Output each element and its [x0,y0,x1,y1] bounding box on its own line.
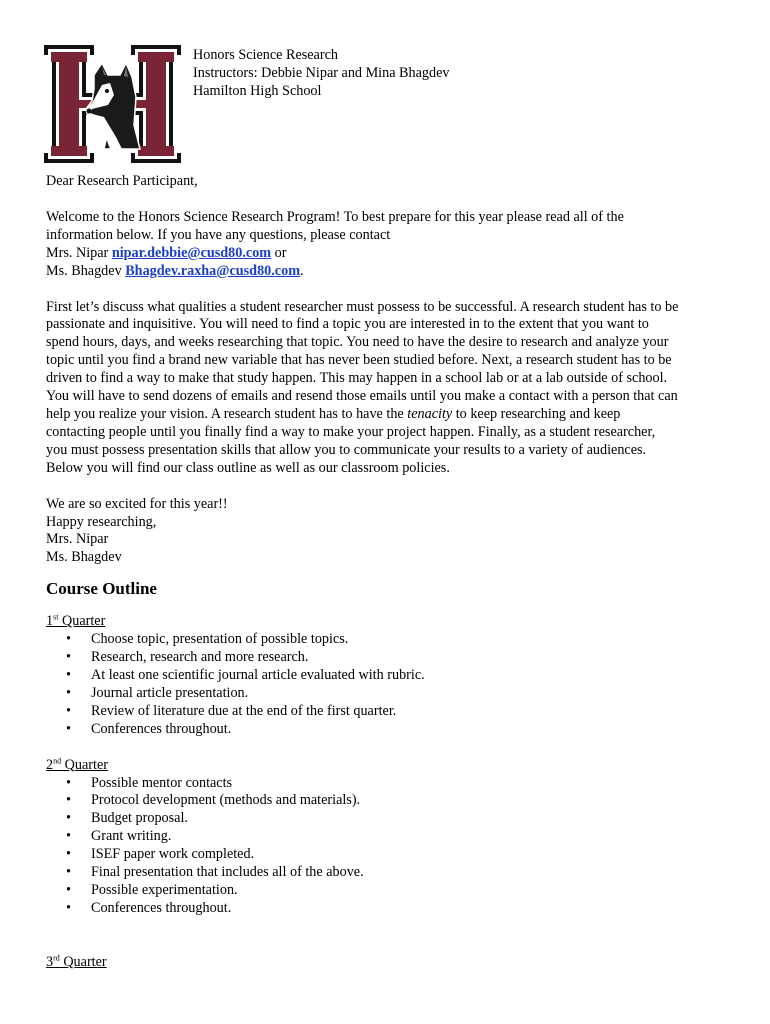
nipar-email-link[interactable]: nipar.debbie@cusd80.com [111,244,272,261]
bullet-icon: • [66,828,71,845]
list-item [46,631,736,649]
contact-1-prefix: Mrs. Nipar [46,244,112,261]
course-outline-heading: Course Outline [46,579,157,599]
list-item [46,685,736,703]
welcome-line-1: Welcome to the Honors Science Research Program! To best prepare for this year please read all of the [46,208,624,225]
instructors: Instructors: Debbie Nipar and Mina Bhagdev [193,65,450,81]
item-text: Conferences throughout. [91,720,232,737]
bullet-icon: • [66,899,71,916]
husky-h-logo-icon [44,45,181,163]
closing-line: Ms. Bhagdev [46,549,122,566]
bullet-icon: • [66,810,71,827]
list-item [46,828,736,846]
item-text: Final presentation that includes all of the above. [91,864,364,881]
qualities-paragraph [46,299,736,478]
school-name: Hamilton High School [193,83,322,99]
quarter-number: 3 [46,953,54,970]
item-text: Choose topic, presentation of possible topics. [91,631,349,648]
bullet-icon: • [66,702,71,719]
para-line: spend hours, days, and weeks researching that topic. You need to have the desire to research and analyze your [46,334,669,351]
item-text: Grant writing. [91,828,172,845]
contact-1-suffix: or [271,244,287,261]
item-text: ISEF paper work completed. [91,846,255,863]
item-text: At least one scientific journal article evaluated with rubric. [91,667,425,683]
list-item [46,882,736,900]
bullet-icon: • [66,774,71,791]
quarter-2-heading [46,757,736,775]
list-item [46,667,736,685]
quarter-number: 2 [46,756,54,773]
bullet-icon: • [66,881,71,898]
bullet-icon: • [66,649,71,666]
para-line: you must possess presentation skills that allow you to communicate your results to a variety of audiences. [46,441,647,458]
item-text: Possible experimentation. [91,881,238,898]
para-line: Below you will find our class outline as well as our classroom policies. [46,459,450,476]
quarter-number: 1 [46,613,54,630]
bullet-icon: • [66,631,71,648]
list-item [46,775,736,793]
contact-2-prefix: Ms. Bhagdev [46,262,126,279]
greeting: Dear Research Participant, [46,173,198,189]
closing-line: We are so excited for this year!! [46,495,228,512]
list-item [46,810,736,828]
para-line: contacting people until you finally find a way to make your project happen. Finally, as a student researcher, [46,423,656,440]
contact-nipar [46,245,736,263]
list-item [46,846,736,864]
contact-bhagdev [46,263,736,281]
bullet-icon: • [66,720,71,737]
quarter-1-heading [46,613,736,631]
quarter-label: Quarter [58,613,106,630]
header [193,47,450,101]
quarter-3-heading [46,954,736,972]
contact-2-suffix: . [300,262,304,279]
para-line [46,406,736,424]
list-item [46,649,736,667]
item-text: Conferences throughout. [91,899,232,916]
para-text: help you realize your vision. A research student has to have the [46,405,408,422]
bullet-icon: • [66,667,71,683]
course-title: Honors Science Research [193,47,338,63]
closing-line: Happy researching, [46,513,157,530]
bullet-icon: • [66,684,71,701]
quarter-2-list [46,775,736,918]
bullet-icon: • [66,792,71,809]
list-item [46,792,736,810]
item-text: Possible mentor contacts [91,774,233,791]
item-text: Research, research and more research. [91,649,309,666]
list-item [46,703,736,721]
welcome-line-2: information below. If you have any questions, please contact [46,226,391,243]
tenacity-word: tenacity [407,405,453,422]
quarter-1-list [46,631,736,738]
bullet-icon: • [66,846,71,863]
item-text: Protocol development (methods and materials). [91,792,361,809]
quarter-ordinal: st [53,612,59,622]
list-item [46,721,736,739]
item-text: Budget proposal. [91,810,188,827]
para-line: You will have to send dozens of emails and resend those emails until you make a contact with a person that can [46,388,678,405]
quarter-ordinal: nd [53,755,62,765]
quarter-label: Quarter [61,756,108,773]
quarter-label: Quarter [59,953,107,970]
list-item [46,900,736,918]
para-line: topic until you find a brand new variable that has never been studied before. Next, a research student has to be [46,352,672,369]
bullet-icon: • [66,864,71,881]
para-text: to keep researching and keep [452,405,621,422]
para-line: passionate and inquisitive. You will need to find a topic you are interested in to the extent that you want to [46,316,649,333]
item-text: Journal article presentation. [91,684,249,701]
quarter-ordinal: rd [53,952,60,962]
item-text: Review of literature due at the end of the first quarter. [91,702,397,719]
bhagdev-email-link[interactable]: Bhagdev.raxha@cusd80.com [125,262,301,279]
para-line: driven to find a way to make that study happen. This may happen in a school lab or at a lab outside of school. [46,370,668,387]
letter-body [46,173,736,972]
para-line: First let’s discuss what qualities a student researcher must possess to be successful. A research student has to be [46,298,679,315]
list-item [46,864,736,882]
closing-line: Mrs. Nipar [46,531,109,548]
